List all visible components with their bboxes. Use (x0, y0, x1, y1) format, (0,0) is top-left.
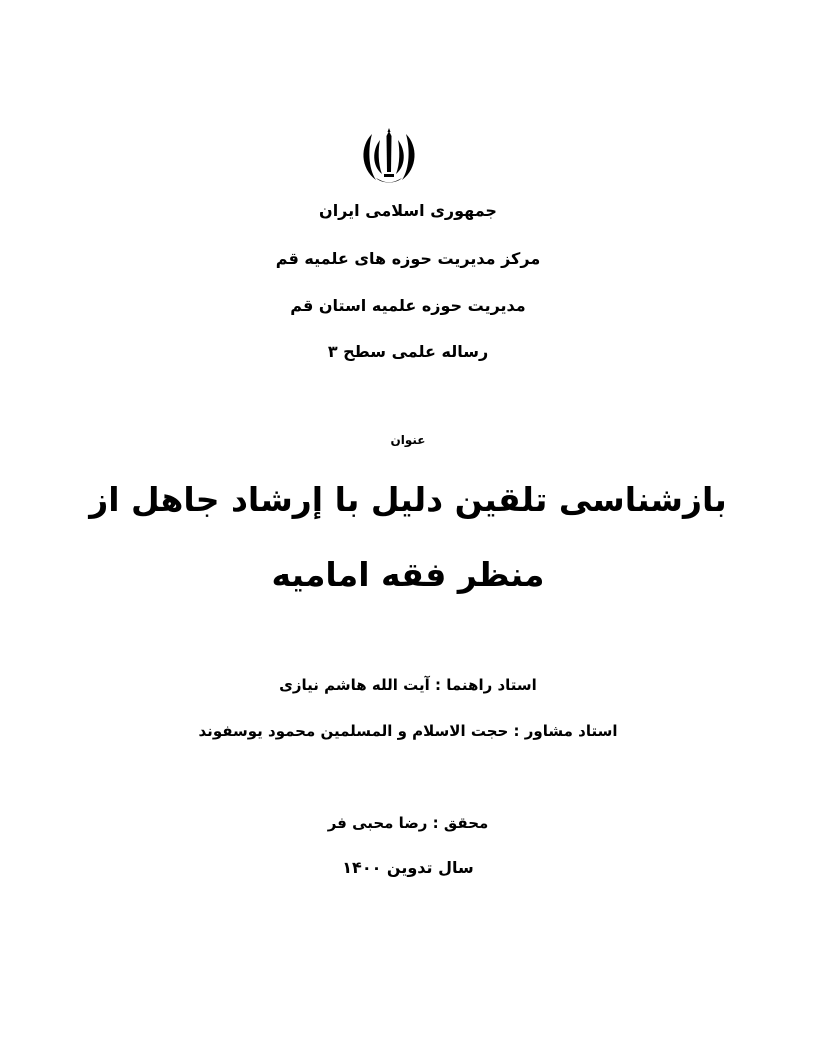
title-label: عنوان (390, 433, 426, 447)
center-name: مرکز مدیریت حوزه های علمیه قم (275, 249, 541, 268)
thesis-title-line1: بازشناسی تلقین دلیل با إرشاد جاهل از (89, 480, 727, 519)
management-name: مدیریت حوزه علمیه استان قم (290, 296, 526, 315)
iran-emblem-icon (358, 128, 420, 188)
country-name: جمهوری اسلامی ایران (319, 201, 497, 220)
researcher-line: محقق : رضا محبی فر (327, 814, 489, 832)
advisor-line: استاد مشاور : حجت الاسلام و المسلمین محمود یوسفوند (198, 722, 618, 740)
year-line: سال تدوین ۱۴۰۰ (342, 858, 474, 877)
thesis-level: رساله علمی سطح ۳ (327, 342, 489, 361)
supervisor-line: استاد راهنما : آیت الله هاشم نیازی (279, 676, 537, 694)
thesis-title-line2: منظر فقه امامیه (271, 555, 545, 594)
